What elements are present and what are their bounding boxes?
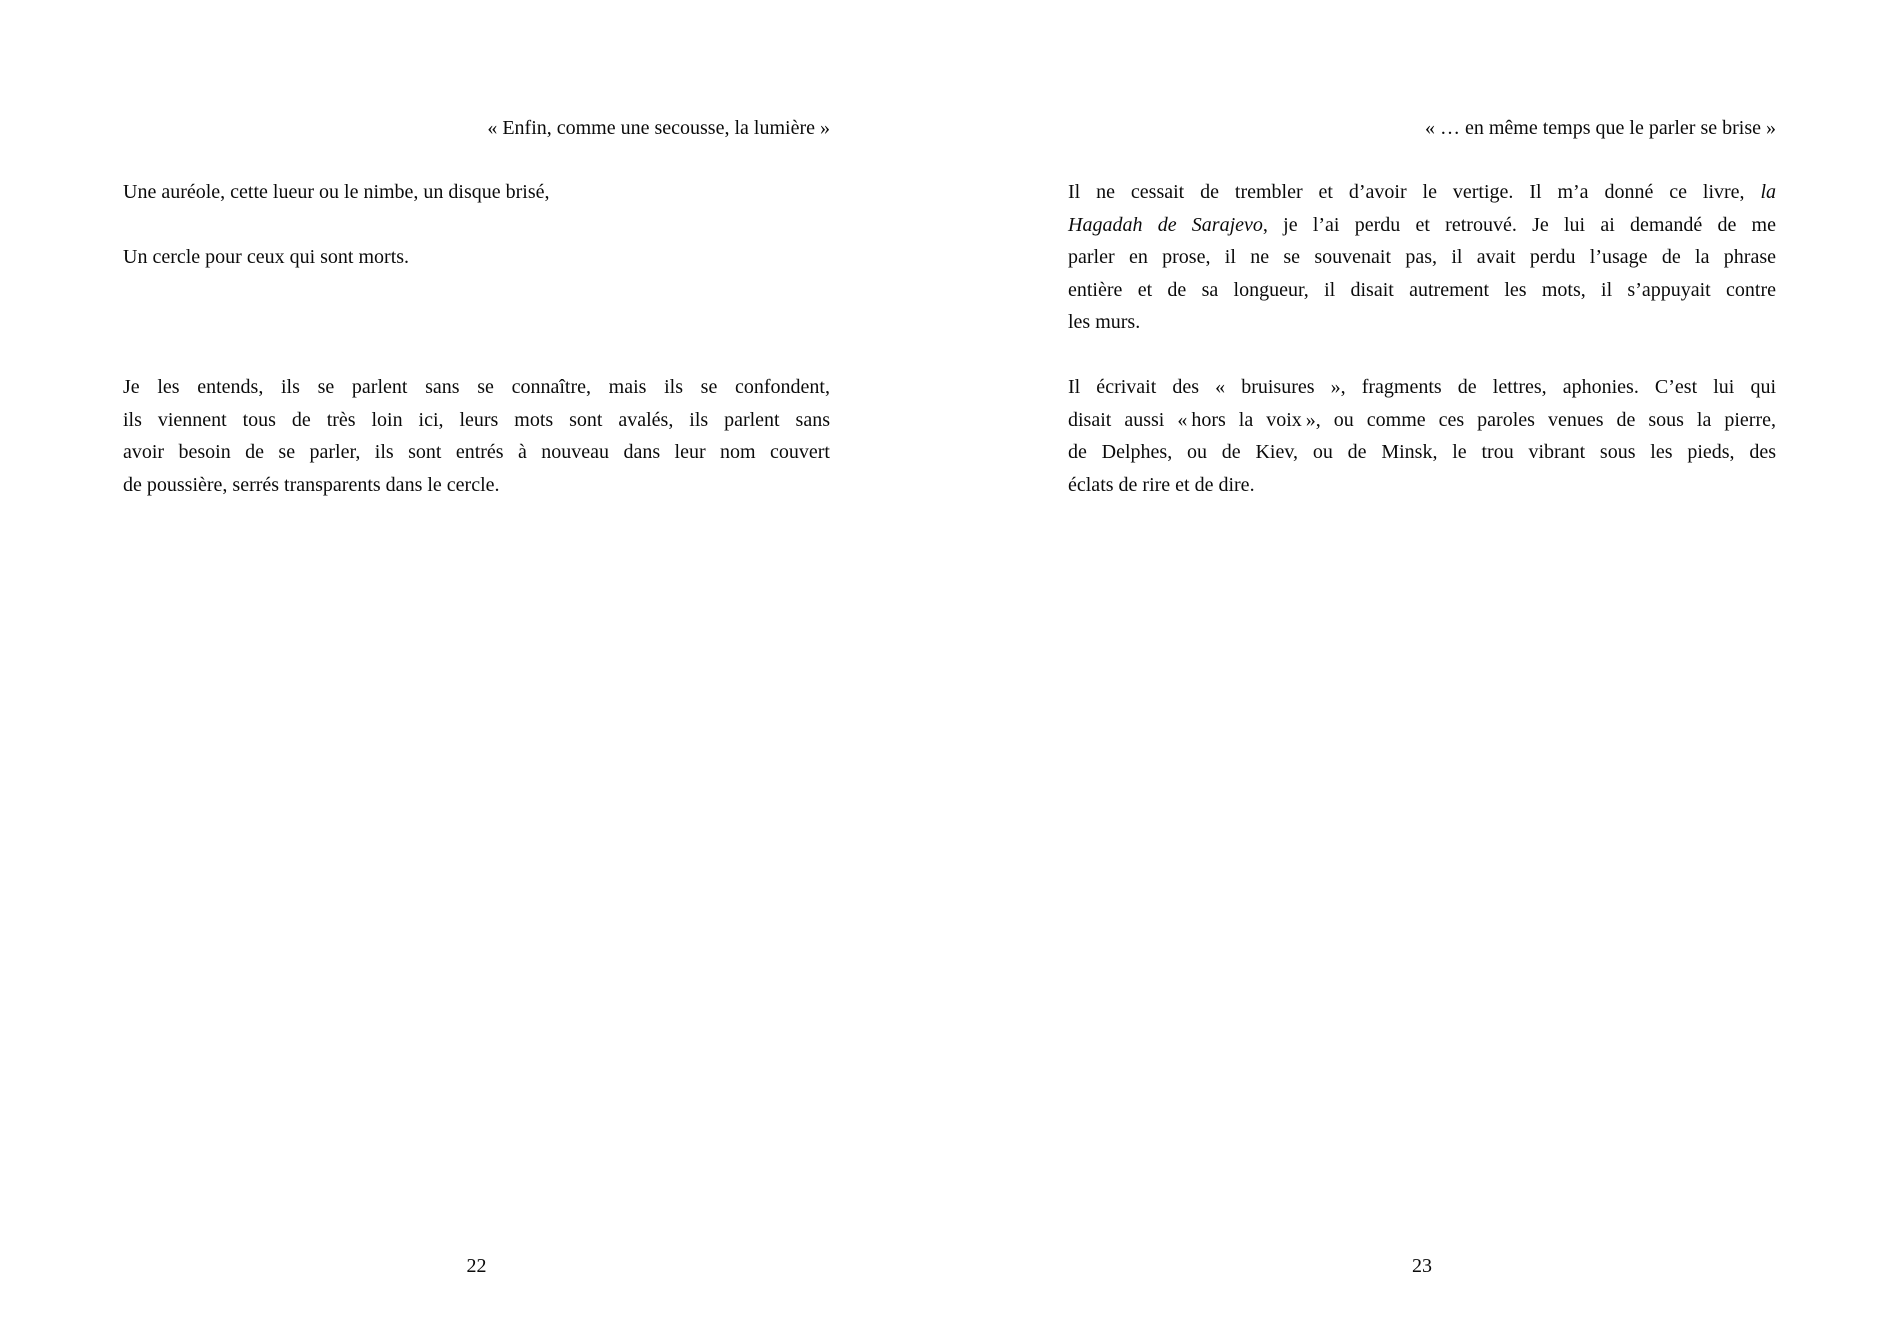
paragraph-line [123, 469, 830, 502]
text-segment: de poussière, serrés transparents dans le cercle. [123, 473, 500, 496]
paragraph-line [1068, 404, 1776, 437]
text-segment: entière et de sa longueur, il disait autrement les mots, il s’appuyait contre [1068, 278, 1776, 301]
text-segment: avoir besoin de se parler, ils sont entrés à nouveau dans leur nom couvert [123, 441, 830, 463]
text-segment: Je les entends, ils se parlent sans se connaître, mais ils se confondent, [123, 376, 830, 398]
text-segment: éclats de rire et de dire. [1068, 473, 1255, 496]
text-segment: parler en prose, il ne se souvenait pas, il avait perdu l’usage de la phrase [1068, 246, 1776, 268]
paragraph-line [1068, 306, 1776, 339]
paragraph-line [1068, 274, 1776, 307]
left-paragraph [123, 371, 830, 501]
right-paragraph-1 [1068, 176, 1776, 339]
text-segment: ils viennent tous de très loin ici, leurs mots sont avalés, ils parlent sans [123, 408, 830, 431]
text-segment: les murs. [1068, 311, 1141, 333]
left-stanza-line-1: Une auréole, cette lueur ou le nimbe, un disque brisé, [123, 181, 550, 203]
text-segment: , je l’ai perdu et retrouvé. Je lui ai demandé de me [1262, 213, 1776, 236]
paragraph-line [123, 436, 830, 469]
left-page [123, 0, 830, 1339]
left-stanza-line-2: Un cercle pour ceux qui sont morts. [123, 246, 410, 268]
right-paragraph-2 [1068, 371, 1776, 501]
right-page-number: 23 [1412, 1255, 1432, 1277]
text-segment: disait aussi « hors la voix », ou comme ces paroles venues de sous la pierre, [1068, 408, 1776, 431]
paragraph-line [123, 371, 830, 404]
paragraph-line [1068, 436, 1776, 469]
paragraph-line [1068, 241, 1776, 274]
paragraph-line [1068, 371, 1776, 404]
paragraph-line [1068, 209, 1776, 242]
paragraph-line [123, 404, 830, 437]
right-page [1068, 0, 1776, 1339]
right-header-quote: « … en même temps que le parler se brise » [1425, 117, 1776, 139]
italic-text-segment: la [1760, 181, 1776, 203]
text-segment: Il ne cessait de trembler et d’avoir le vertige. Il m’a donné ce livre, [1068, 181, 1761, 203]
text-segment: Il écrivait des « bruisures », fragments de lettres, aphonies. C’est lui qui [1068, 376, 1776, 398]
left-header-quote: « Enfin, comme une secousse, la lumière » [487, 117, 830, 139]
paragraph-line [1068, 469, 1776, 502]
paragraph-line [1068, 176, 1776, 209]
italic-text-segment: Hagadah de Sarajevo [1068, 213, 1263, 236]
text-segment: de Delphes, ou de Kiev, ou de Minsk, le trou vibrant sous les pieds, des [1068, 441, 1776, 463]
left-page-number: 22 [466, 1255, 487, 1277]
